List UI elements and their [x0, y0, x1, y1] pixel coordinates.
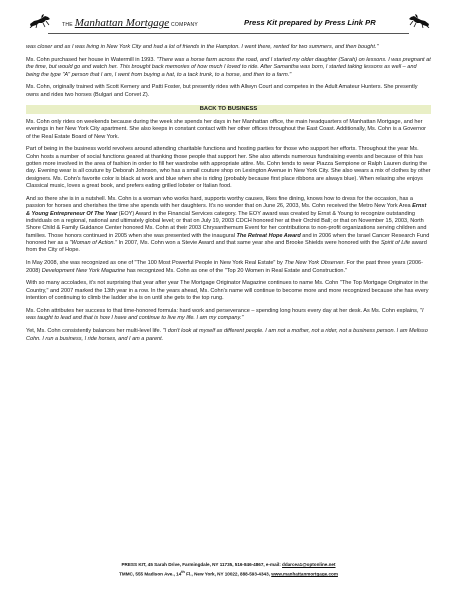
- horse-rider-icon: [407, 14, 431, 28]
- footer-line-press-kit: [0, 562, 457, 569]
- award-name: Ernst & Young Entrepreneur Of The Year: [26, 203, 427, 217]
- paragraph: [26, 57, 431, 79]
- footer-address: TMMC, 555 Madison Ave., 14: [119, 571, 182, 577]
- quote-run: "I don't look at myself as different people. I am not a mother, not a rider, not a business person. I am Melisso Cohn. I run a business, I ride horses, and I am a parent.: [26, 328, 428, 342]
- text-run: Yet, Ms. Cohn consistently balances her multi-level life.: [26, 328, 163, 335]
- brand-the: THE: [62, 22, 73, 28]
- text-run: In 2007, Ms. Cohn won a Stevie Award and that same year she and Brooke Shields were honored with the: [117, 240, 381, 247]
- footer-contact: [0, 562, 457, 578]
- award-name: "Woman of Action.": [69, 240, 117, 247]
- text-run: Ms. Cohn attributes her success to that time-honored formula: hard work and perseverance – spending long hours every day at her desk. As Ms. Cohn explains,: [26, 307, 421, 314]
- email-link[interactable]: ddarcea1@optonline.net: [282, 562, 336, 568]
- press-kit-title: Press Kit prepared by Press Link PR: [244, 18, 376, 27]
- paragraph: With so many accolades, it's not surprising that year after year The Mortgage Originator Magazine continues to name Ms. Cohn "The Top Mortgage Originator in the Country," and 2007 marked the 13th year in a row. In the years ahead, Ms. Cohn's name will continue to become more and more recognized because she has every intention of continuing to climb the ladder she is on until she gets to the top rung.: [26, 280, 429, 302]
- text-run: . For the past three years (2006-2008): [26, 260, 423, 274]
- section-heading: BACK TO BUSINESS: [26, 105, 431, 114]
- paragraph: [26, 260, 431, 275]
- footer-address: PRESS KIT, 45 Sarah Drive, Farmingdale, NY 11735, 516-846-4867, e-mail:: [121, 562, 283, 568]
- brand-company: COMPANY: [171, 22, 199, 28]
- award-name: Spirit of Life: [380, 240, 411, 247]
- quote-run: "There was a horse farm across the road, and I started my older daughter (Sarah) on lessons. I was pregnant at the time, but would go and watch her. This brought back memories of how much I loved to ride. After Samantha was born, I started taking lessons as well – and being the type "A" person that I am, I went from buying a hat, to a tack trunk, to a horse, and then to a farm.": [26, 56, 431, 78]
- publication-name: The New York Observer: [284, 260, 344, 267]
- letterhead: [18, 0, 439, 38]
- text-run: and in 2006 when the Israel Cancer Research Fund honored her as a: [26, 232, 430, 247]
- header-divider: [48, 33, 409, 34]
- text-run: (EOY) Award in the Financial Services category. The EOY award was created by Ernst & Young to recognize outstanding individuals on a regional, national and ultimately global level; or that on July 19, 2003 CDCH honored her at their Orchid Ball; or that on November 15, 2003, North Shore Child & Family Guidance Center honored Ms. Cohn at their 2003 Chrysanthemum Event for her contributions to non-profit organizations serving children and families. Those honors continued in 2005 when she was presented with the inaugural: [26, 210, 427, 239]
- paragraph: [26, 308, 431, 323]
- text-run: Ms. Cohn purchased her house in Watermill in 1993.: [26, 56, 157, 63]
- article-body: [26, 44, 431, 343]
- publication-name: Development New York Magazine: [41, 267, 126, 274]
- quote-run: "I was taught to lead and that is how I have and continue to live my life. I am my company.": [26, 307, 424, 322]
- footer-line-tmmc: [0, 569, 457, 578]
- paragraph: [26, 196, 431, 255]
- award-name: The Retreat Hope Award: [236, 232, 301, 239]
- text-run: has recognized Ms. Cohn as one of the "Top 20 Women in Real Estate and Construction.": [125, 267, 348, 274]
- website-link[interactable]: www.manhattanmortgage.com: [271, 571, 338, 577]
- text-run: And so there she is in a nutshell. Ms. Cohn is a woman who works hard, supports worthy causes, likes fine dining, knows how to dress for the occasion, has a passion for horses and cherishes the time she spends with her daughters. It's no wonder that on June 26, 2003, Ms. Cohn received the Metro New York Area: [26, 196, 413, 210]
- footer-address: Fl., New York, NY 10022, 888-593-4343,: [184, 571, 272, 577]
- brand-name: Manhattan Mortgage: [74, 17, 170, 29]
- text-run: In May 2008, she was recognized as one of "The 100 Most Powerful People in New York Real Estate" by: [26, 260, 285, 267]
- text-run: award from the City of Hope.: [26, 240, 427, 254]
- horse-rider-icon: [28, 14, 52, 28]
- paragraph: Ms. Cohn, originally trained with Scott Kemery and Patti Foster, but presently rides with Allwyn Court and competes in the Adult Amateur Hunters. She presently owns and rides two horses (Bulgari and Corvet Z).: [26, 84, 418, 98]
- floor-suffix: th: [181, 569, 185, 574]
- paragraph: was closer and as I was living in New York City and had a lot of friends in the Hampton. I went there, rented for two summers, and then bought.": [26, 44, 379, 50]
- brand-logo: [62, 17, 198, 29]
- paragraph: Part of being in the business world revolves around attending charitable functions and hosting parties for those who support her efforts. Throughout the year Ms. Cohn hosts a number of social functions geared at thanking those people that support her. She also attends numerous fundraising events and because of this has gotten more involved in the area of fashion in order to fill her wardrobe with appropriate attire. Ms. Cohn tends to wear Piazza Sempione or Ralph Lauren during the day. Evening wear is all couture by Deborah Johnson, who has a small couture shop on Lexington Avenue in New York City. She also wears a mix of clothes by other designers. Ms. Cohn's favorite color is black at work and blue when she is riding (probably because first place ribbons are always blue). When relaxing she enjoys Classical music, loves a great book, and prefers eating grilled lobster or Italian food.: [26, 146, 431, 190]
- paragraph: Ms. Cohn only rides on weekends because during the week she spends her days in her Manhattan office, the main headquarters of Manhattan Mortgage, and her evenings in her New York City apartment. She also keeps in constant contact with her other offices throughout the East Coast. Additionally, Ms. Cohn is a Governor of the Real Estate Board of New York.: [26, 118, 427, 140]
- paragraph: [26, 328, 431, 343]
